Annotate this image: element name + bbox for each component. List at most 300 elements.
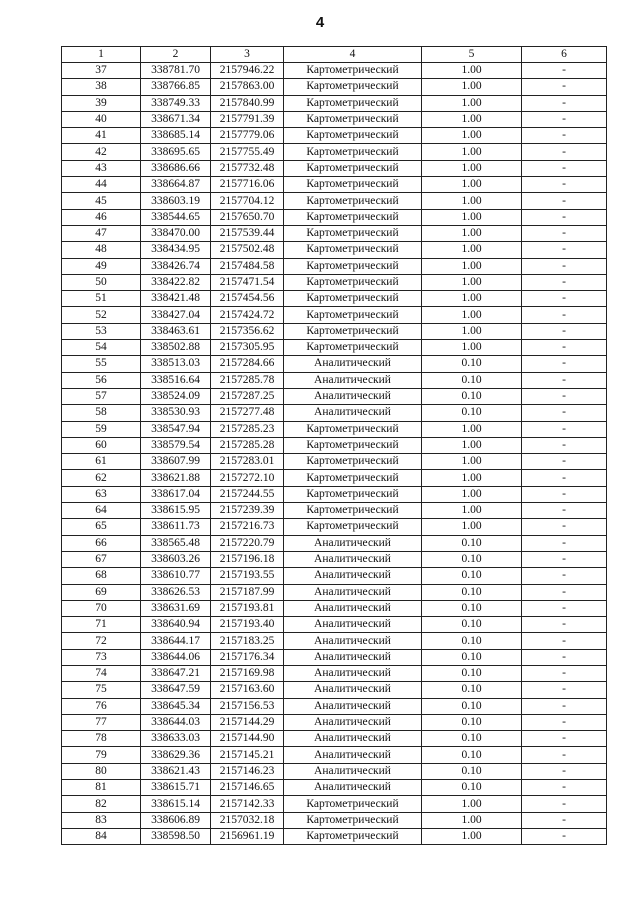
table-cell: 63 — [62, 486, 141, 502]
table-cell: 338565.48 — [141, 535, 211, 551]
table-cell: Картометрический — [284, 340, 422, 356]
table-cell: - — [522, 160, 607, 176]
table-cell: Аналитический — [284, 649, 422, 665]
table-row — [62, 617, 607, 633]
table-row — [62, 780, 607, 796]
table-cell: 2157716.06 — [211, 177, 284, 193]
table-cell: 1.00 — [422, 209, 522, 225]
table-cell: 50 — [62, 274, 141, 290]
page-number: 4 — [315, 14, 325, 31]
table-row — [62, 209, 607, 225]
table-cell: 64 — [62, 503, 141, 519]
table-cell: 0.10 — [422, 714, 522, 730]
table-cell: - — [522, 405, 607, 421]
table-cell: 338516.64 — [141, 372, 211, 388]
table-cell: 1.00 — [422, 340, 522, 356]
table-row — [62, 470, 607, 486]
table-cell: 338470.00 — [141, 225, 211, 241]
table-cell: 338427.04 — [141, 307, 211, 323]
table-cell: Аналитический — [284, 372, 422, 388]
table-row — [62, 584, 607, 600]
table-cell: - — [522, 568, 607, 584]
table-row — [62, 372, 607, 388]
table-cell: 1.00 — [422, 796, 522, 812]
table-cell: Аналитический — [284, 356, 422, 372]
table-cell: 1.00 — [422, 242, 522, 258]
table-cell: 56 — [62, 372, 141, 388]
table-cell: 2157863.00 — [211, 79, 284, 95]
table-cell: 2157196.18 — [211, 551, 284, 567]
table-cell: 338633.03 — [141, 731, 211, 747]
table-cell: 0.10 — [422, 535, 522, 551]
table-cell: 2157169.98 — [211, 665, 284, 681]
table-row — [62, 682, 607, 698]
table-cell: 1.00 — [422, 519, 522, 535]
table-cell: 2157285.23 — [211, 421, 284, 437]
table-row — [62, 731, 607, 747]
table-cell: 2157193.55 — [211, 568, 284, 584]
table-cell: Аналитический — [284, 551, 422, 567]
table-cell: - — [522, 763, 607, 779]
table-cell: - — [522, 274, 607, 290]
table-row — [62, 747, 607, 763]
table-cell: 338781.70 — [141, 63, 211, 79]
table-cell: Картометрический — [284, 242, 422, 258]
table-cell: - — [522, 812, 607, 828]
table-row — [62, 193, 607, 209]
table-cell: 2157193.40 — [211, 617, 284, 633]
table-cell: 2157183.25 — [211, 633, 284, 649]
column-header: 4 — [284, 47, 422, 63]
table-cell: 82 — [62, 796, 141, 812]
table-cell: 45 — [62, 193, 141, 209]
table-cell: 1.00 — [422, 470, 522, 486]
table-cell: 2157239.39 — [211, 503, 284, 519]
table-cell: 338695.65 — [141, 144, 211, 160]
table-cell: - — [522, 519, 607, 535]
table-cell: 2157144.90 — [211, 731, 284, 747]
table-cell: - — [522, 617, 607, 633]
table-cell: Аналитический — [284, 405, 422, 421]
table-cell: 2157144.29 — [211, 714, 284, 730]
table-cell: 37 — [62, 63, 141, 79]
table-cell: 52 — [62, 307, 141, 323]
table-row — [62, 763, 607, 779]
table-cell: 338615.71 — [141, 780, 211, 796]
table-cell: Картометрический — [284, 437, 422, 453]
table-cell: 0.10 — [422, 698, 522, 714]
table-cell: Аналитический — [284, 698, 422, 714]
table-cell: 2157779.06 — [211, 128, 284, 144]
table-cell: 338640.94 — [141, 617, 211, 633]
table-cell: Картометрический — [284, 79, 422, 95]
table-cell: Картометрический — [284, 258, 422, 274]
table-cell: 44 — [62, 177, 141, 193]
table-cell: 338530.93 — [141, 405, 211, 421]
table-cell: 338547.94 — [141, 421, 211, 437]
table-cell: 1.00 — [422, 95, 522, 111]
table-cell: 76 — [62, 698, 141, 714]
table-cell: - — [522, 698, 607, 714]
table-cell: 338626.53 — [141, 584, 211, 600]
table-row — [62, 421, 607, 437]
table-cell: 338615.95 — [141, 503, 211, 519]
table-cell: Картометрический — [284, 796, 422, 812]
table-cell: 55 — [62, 356, 141, 372]
table-cell: - — [522, 633, 607, 649]
table-cell: - — [522, 600, 607, 616]
table-cell: 1.00 — [422, 144, 522, 160]
table-cell: 2157471.54 — [211, 274, 284, 290]
table-cell: 2157142.33 — [211, 796, 284, 812]
column-header: 5 — [422, 47, 522, 63]
table-cell: 338644.03 — [141, 714, 211, 730]
table-cell: Аналитический — [284, 600, 422, 616]
table-cell: 2157704.12 — [211, 193, 284, 209]
table-cell: Картометрический — [284, 323, 422, 339]
table-cell: 57 — [62, 388, 141, 404]
table-row — [62, 796, 607, 812]
table-row — [62, 63, 607, 79]
table-cell: - — [522, 340, 607, 356]
table-row — [62, 258, 607, 274]
table-cell: 68 — [62, 568, 141, 584]
table-cell: 338421.48 — [141, 291, 211, 307]
table-cell: 65 — [62, 519, 141, 535]
table-cell: - — [522, 503, 607, 519]
table-cell: Картометрический — [284, 274, 422, 290]
table-cell: - — [522, 63, 607, 79]
table-cell: Аналитический — [284, 568, 422, 584]
table-cell: - — [522, 307, 607, 323]
table-cell: - — [522, 79, 607, 95]
table-cell: 2157732.48 — [211, 160, 284, 176]
table-cell: 2157283.01 — [211, 454, 284, 470]
table-cell: 48 — [62, 242, 141, 258]
table-cell: 1.00 — [422, 63, 522, 79]
table-cell: - — [522, 242, 607, 258]
table-cell: - — [522, 95, 607, 111]
table-cell: 338615.14 — [141, 796, 211, 812]
table-cell: 338426.74 — [141, 258, 211, 274]
table-cell: 0.10 — [422, 617, 522, 633]
table-row — [62, 323, 607, 339]
table-cell: Картометрический — [284, 95, 422, 111]
table-cell: Аналитический — [284, 682, 422, 698]
table-cell: 0.10 — [422, 600, 522, 616]
table-cell: 2157285.28 — [211, 437, 284, 453]
table-cell: - — [522, 323, 607, 339]
table-cell: 1.00 — [422, 323, 522, 339]
coordinates-table — [61, 46, 607, 845]
table-cell: 80 — [62, 763, 141, 779]
table-row — [62, 454, 607, 470]
table-cell: Аналитический — [284, 780, 422, 796]
table-cell: - — [522, 144, 607, 160]
table-cell: Картометрический — [284, 128, 422, 144]
table-cell: 338685.14 — [141, 128, 211, 144]
table-cell: 2157424.72 — [211, 307, 284, 323]
table-cell: 2157755.49 — [211, 144, 284, 160]
table-cell: Аналитический — [284, 388, 422, 404]
table-cell: 71 — [62, 617, 141, 633]
table-cell: 1.00 — [422, 437, 522, 453]
table-cell: - — [522, 714, 607, 730]
table-cell: 338686.66 — [141, 160, 211, 176]
table-row — [62, 388, 607, 404]
table-cell: Картометрический — [284, 503, 422, 519]
table-cell: 2157032.18 — [211, 812, 284, 828]
table-cell: 1.00 — [422, 177, 522, 193]
table-cell: Картометрический — [284, 63, 422, 79]
table-row — [62, 160, 607, 176]
table-cell: Картометрический — [284, 177, 422, 193]
table-cell: 338671.34 — [141, 111, 211, 127]
table-cell: 338513.03 — [141, 356, 211, 372]
table-cell: 73 — [62, 649, 141, 665]
table-cell: 2157946.22 — [211, 63, 284, 79]
table-cell: 0.10 — [422, 763, 522, 779]
table-row — [62, 79, 607, 95]
table-cell: 75 — [62, 682, 141, 698]
table-cell: Аналитический — [284, 665, 422, 681]
table-cell: Аналитический — [284, 763, 422, 779]
table-row — [62, 177, 607, 193]
table-cell: 0.10 — [422, 649, 522, 665]
table-cell: 338579.54 — [141, 437, 211, 453]
table-cell: 338631.69 — [141, 600, 211, 616]
table-cell: 1.00 — [422, 486, 522, 502]
table-cell: 2157305.95 — [211, 340, 284, 356]
table-cell: 39 — [62, 95, 141, 111]
table-row — [62, 665, 607, 681]
table-cell: Аналитический — [284, 535, 422, 551]
table-cell: 2157146.65 — [211, 780, 284, 796]
table-cell: 2157216.73 — [211, 519, 284, 535]
table-cell: Картометрический — [284, 421, 422, 437]
table-cell: Картометрический — [284, 454, 422, 470]
table-cell: - — [522, 193, 607, 209]
table-cell: 2157287.25 — [211, 388, 284, 404]
table-cell: 2157272.10 — [211, 470, 284, 486]
table-cell: - — [522, 128, 607, 144]
table-cell: 49 — [62, 258, 141, 274]
table-cell: 0.10 — [422, 372, 522, 388]
table-row — [62, 144, 607, 160]
table-cell: - — [522, 177, 607, 193]
table-cell: 1.00 — [422, 454, 522, 470]
table-cell: 2157193.81 — [211, 600, 284, 616]
table-cell: Картометрический — [284, 193, 422, 209]
table-cell: 0.10 — [422, 731, 522, 747]
table-row — [62, 812, 607, 828]
table-row — [62, 356, 607, 372]
table-cell: 62 — [62, 470, 141, 486]
table-cell: 338644.06 — [141, 649, 211, 665]
table-cell: Аналитический — [284, 584, 422, 600]
table-cell: - — [522, 209, 607, 225]
table-cell: Картометрический — [284, 225, 422, 241]
table-cell: 338644.17 — [141, 633, 211, 649]
table-cell: 2157220.79 — [211, 535, 284, 551]
table-cell: 0.10 — [422, 568, 522, 584]
table-cell: - — [522, 486, 607, 502]
table-row — [62, 633, 607, 649]
table-cell: - — [522, 111, 607, 127]
table-cell: - — [522, 584, 607, 600]
table-cell: Картометрический — [284, 519, 422, 535]
table-cell: Аналитический — [284, 747, 422, 763]
table-cell: - — [522, 258, 607, 274]
table-cell: Картометрический — [284, 812, 422, 828]
table-cell: 0.10 — [422, 747, 522, 763]
table-cell: 2157156.53 — [211, 698, 284, 714]
table-cell: 38 — [62, 79, 141, 95]
table-row — [62, 714, 607, 730]
table-cell: - — [522, 225, 607, 241]
table-cell: 61 — [62, 454, 141, 470]
table-cell: 2157539.44 — [211, 225, 284, 241]
table-cell: - — [522, 665, 607, 681]
table-cell: 1.00 — [422, 503, 522, 519]
table-cell: 0.10 — [422, 633, 522, 649]
table-cell: 78 — [62, 731, 141, 747]
table-cell: 338645.34 — [141, 698, 211, 714]
table-cell: Аналитический — [284, 731, 422, 747]
table-cell: 1.00 — [422, 274, 522, 290]
table-cell: 338664.87 — [141, 177, 211, 193]
table-cell: Картометрический — [284, 209, 422, 225]
table-cell: - — [522, 747, 607, 763]
table-cell: Аналитический — [284, 633, 422, 649]
table-cell: 338610.77 — [141, 568, 211, 584]
table-cell: 1.00 — [422, 79, 522, 95]
table-cell: 338524.09 — [141, 388, 211, 404]
table-cell: 0.10 — [422, 388, 522, 404]
table-row — [62, 519, 607, 535]
table-row — [62, 95, 607, 111]
table-header — [62, 47, 607, 63]
table-cell: 1.00 — [422, 421, 522, 437]
table-cell: 69 — [62, 584, 141, 600]
table-cell: 51 — [62, 291, 141, 307]
table-cell: Картометрический — [284, 144, 422, 160]
table-cell: 0.10 — [422, 780, 522, 796]
table-cell: 2157791.39 — [211, 111, 284, 127]
table-cell: 0.10 — [422, 584, 522, 600]
table-cell: 60 — [62, 437, 141, 453]
column-header: 1 — [62, 47, 141, 63]
table-cell: - — [522, 470, 607, 486]
table-cell: 338607.99 — [141, 454, 211, 470]
table-cell: - — [522, 551, 607, 567]
table-row — [62, 828, 607, 844]
table-cell: 338749.33 — [141, 95, 211, 111]
table-cell: 77 — [62, 714, 141, 730]
header-row — [62, 47, 607, 63]
table-cell: Картометрический — [284, 291, 422, 307]
table-row — [62, 486, 607, 502]
table-cell: 338629.36 — [141, 747, 211, 763]
table-row — [62, 242, 607, 258]
table-cell: Картометрический — [284, 160, 422, 176]
table-cell: Аналитический — [284, 617, 422, 633]
table-cell: - — [522, 372, 607, 388]
table-cell: - — [522, 649, 607, 665]
table-cell: - — [522, 437, 607, 453]
table-cell: 2157840.99 — [211, 95, 284, 111]
table-cell: 338621.88 — [141, 470, 211, 486]
table-cell: 41 — [62, 128, 141, 144]
table-cell: 338502.88 — [141, 340, 211, 356]
table-cell: Аналитический — [284, 714, 422, 730]
table-cell: 338606.89 — [141, 812, 211, 828]
table-cell: 2157454.56 — [211, 291, 284, 307]
table-cell: 338611.73 — [141, 519, 211, 535]
table-cell: 2157356.62 — [211, 323, 284, 339]
table-cell: 81 — [62, 780, 141, 796]
table-cell: 338647.21 — [141, 665, 211, 681]
table-row — [62, 535, 607, 551]
table-body — [62, 63, 607, 845]
table-cell: 1.00 — [422, 128, 522, 144]
table-cell: 72 — [62, 633, 141, 649]
table-cell: - — [522, 780, 607, 796]
table-cell: 2157176.34 — [211, 649, 284, 665]
table-cell: 0.10 — [422, 356, 522, 372]
table-cell: 67 — [62, 551, 141, 567]
table-cell: 1.00 — [422, 307, 522, 323]
table-cell: 83 — [62, 812, 141, 828]
table-cell: 40 — [62, 111, 141, 127]
table-cell: 46 — [62, 209, 141, 225]
table-cell: 66 — [62, 535, 141, 551]
table-cell: 338422.82 — [141, 274, 211, 290]
table-cell: 338598.50 — [141, 828, 211, 844]
table-cell: 0.10 — [422, 551, 522, 567]
table-cell: 70 — [62, 600, 141, 616]
table-cell: 79 — [62, 747, 141, 763]
table-cell: 1.00 — [422, 258, 522, 274]
table-cell: 1.00 — [422, 160, 522, 176]
table-row — [62, 340, 607, 356]
table-cell: 0.10 — [422, 682, 522, 698]
table-cell: 2157187.99 — [211, 584, 284, 600]
table-cell: - — [522, 291, 607, 307]
table-cell: 338647.59 — [141, 682, 211, 698]
table-cell: 59 — [62, 421, 141, 437]
table-cell: 338621.43 — [141, 763, 211, 779]
table-cell: 2157145.21 — [211, 747, 284, 763]
table-cell: - — [522, 421, 607, 437]
table-cell: 338603.26 — [141, 551, 211, 567]
table-cell: 338617.04 — [141, 486, 211, 502]
table-cell: 53 — [62, 323, 141, 339]
table-cell: - — [522, 731, 607, 747]
table-cell: 338603.19 — [141, 193, 211, 209]
table-cell: 2157244.55 — [211, 486, 284, 502]
table-cell: - — [522, 682, 607, 698]
column-header: 2 — [141, 47, 211, 63]
table-cell: 338766.85 — [141, 79, 211, 95]
table-cell: 2157163.60 — [211, 682, 284, 698]
table-cell: - — [522, 535, 607, 551]
table-cell: 1.00 — [422, 291, 522, 307]
table-cell: 54 — [62, 340, 141, 356]
table-row — [62, 503, 607, 519]
table-cell: 74 — [62, 665, 141, 681]
table-row — [62, 274, 607, 290]
